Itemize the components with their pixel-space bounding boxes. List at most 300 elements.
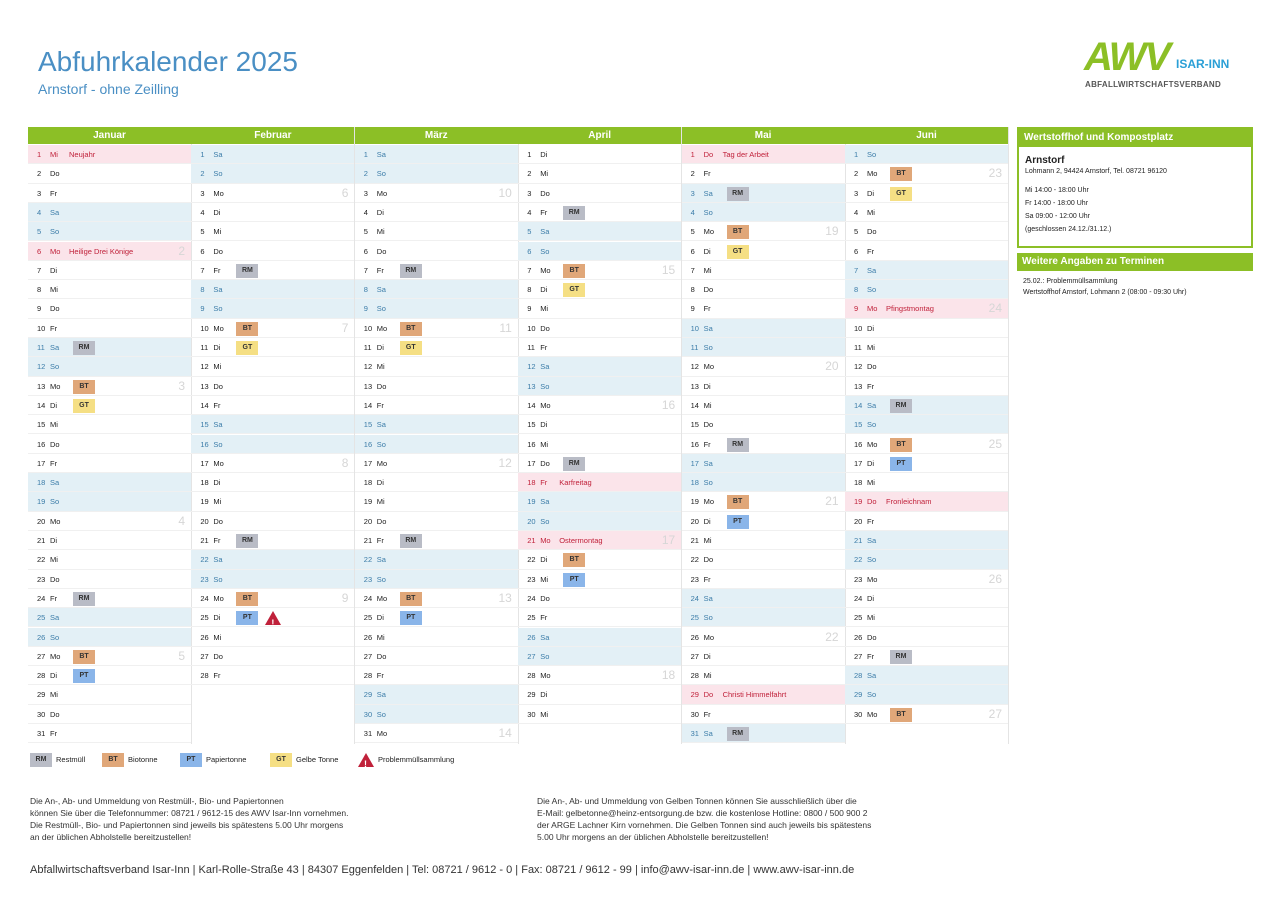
day-row — [845, 666, 1008, 685]
page-title: Abfuhrkalender 2025 — [38, 46, 298, 77]
day-number: 22 — [690, 555, 699, 565]
weekday: So — [703, 207, 713, 217]
day-row — [355, 628, 518, 647]
weekday: Di — [50, 671, 58, 681]
month-header: Februar — [191, 127, 354, 144]
day-row — [191, 666, 354, 685]
day-number: 15 — [200, 420, 209, 430]
day-row — [682, 550, 845, 569]
pickup-badge-rm: RM — [400, 264, 422, 278]
day-row — [191, 319, 354, 338]
info-line: Die An-, Ab- und Ummeldung von Gelben Tonnen können Sie ausschließlich über die — [537, 796, 857, 806]
wertstoffhof-place: Arnstorf — [1025, 155, 1065, 166]
weekday: Fr — [50, 188, 58, 198]
opening-hours-line: Sa 09:00 - 12:00 Uhr — [1025, 213, 1090, 220]
weekday: Mi — [213, 497, 222, 507]
day-row — [355, 396, 518, 415]
day-number: 27 — [363, 651, 373, 661]
weekday: Sa — [50, 207, 60, 217]
day-row — [28, 628, 191, 647]
day-row — [355, 222, 518, 241]
day-number: 26 — [200, 632, 209, 642]
day-row — [28, 145, 191, 164]
day-number: 25 — [37, 613, 46, 623]
weekday: Di — [50, 536, 58, 545]
day-number: 1 — [527, 150, 532, 159]
holiday-name: Tag der Arbeit — [722, 150, 769, 159]
weekday: Sa — [540, 227, 550, 237]
day-row — [355, 550, 518, 569]
warning-icon: ! — [265, 611, 281, 625]
weekday: So — [376, 709, 386, 719]
holiday-name: Heilige Drei Könige — [69, 246, 134, 256]
pickup-badge-gt: GT — [890, 187, 912, 201]
day-row — [518, 705, 681, 724]
day-number: 2 — [690, 169, 695, 179]
weekday: Mo — [540, 400, 551, 410]
day-row — [28, 338, 191, 357]
day-row — [355, 705, 518, 724]
day-number: 31 — [37, 729, 46, 738]
weekday: Mi — [50, 285, 58, 295]
pickup-badge-pt: PT — [73, 669, 95, 683]
weekday: Sa — [376, 690, 386, 700]
day-number: 15 — [854, 420, 863, 430]
day-row — [355, 647, 518, 666]
day-number: 31 — [690, 729, 699, 738]
day-number: 7 — [37, 265, 42, 275]
day-number: 18 — [690, 478, 699, 488]
day-row — [355, 492, 518, 511]
day-row — [355, 415, 518, 434]
month-header: Mai — [682, 127, 845, 144]
day-row — [191, 608, 354, 627]
day-number: 14 — [200, 400, 209, 410]
calendar-week-number: 4 — [178, 513, 185, 528]
day-row — [682, 570, 845, 589]
day-number: 14 — [854, 400, 863, 410]
pickup-badge-rm: RM — [236, 534, 258, 548]
day-number: 16 — [200, 439, 209, 449]
weekday: So — [376, 439, 386, 449]
weekday: Di — [703, 516, 711, 526]
pickup-badge-rm: RM — [890, 650, 912, 664]
footer-contact: Abfallwirtschaftsverband Isar-Inn | Karl-Rolle-Straße 43 | 84307 Eggenfelden | Tel: 08721 / 9612 - 0 | Fax: 08721 / 9612 - 99 | info@awv-isar-inn.de | www.awv-isar-inn.de — [30, 864, 855, 876]
day-number: 16 — [690, 439, 699, 449]
day-row — [28, 531, 191, 550]
day-number: 20 — [363, 516, 373, 526]
day-row — [355, 338, 518, 357]
info-line: an der üblichen Abholstelle bereitzustellen! — [30, 832, 192, 842]
day-row — [518, 184, 681, 203]
day-row — [682, 492, 845, 511]
day-number: 22 — [363, 555, 373, 565]
day-number: 30 — [527, 709, 536, 719]
day-number: 28 — [690, 671, 699, 681]
weekday: Fr — [867, 246, 875, 256]
day-number: 18 — [527, 478, 536, 488]
day-row — [355, 724, 518, 743]
day-row — [682, 512, 845, 531]
day-number: 27 — [527, 651, 536, 661]
day-number: 1 — [690, 150, 695, 159]
day-number: 18 — [363, 478, 373, 488]
weekday: Mi — [703, 536, 712, 545]
day-row — [191, 415, 354, 434]
day-number: 26 — [854, 632, 863, 642]
holiday-name: Fronleichnam — [886, 497, 932, 507]
weekday: Mi — [540, 304, 549, 314]
day-number: 5 — [690, 227, 695, 237]
weekday: Do — [213, 381, 223, 391]
weekday: Sa — [703, 458, 713, 468]
day-row — [191, 299, 354, 318]
info-line: E-Mail: gelbetonne@heinz-entsorgung.de bzw. die kostenlose Hotline: 0800 / 500 900 2 — [537, 808, 868, 818]
weekday: So — [213, 574, 223, 584]
pickup-badge-rm: RM — [236, 264, 258, 278]
weekday: Do — [867, 362, 877, 372]
weekday: Sa — [50, 613, 60, 623]
day-row — [845, 338, 1008, 357]
day-number: 6 — [690, 246, 695, 256]
logo-isar-inn: ISAR-INN — [1176, 57, 1230, 71]
day-number: 18 — [854, 478, 863, 488]
weekday: Sa — [376, 555, 386, 565]
weekday: Mi — [867, 343, 875, 352]
day-number: 12 — [854, 362, 863, 372]
weekday: So — [50, 497, 60, 507]
weekday: Fr — [376, 265, 384, 275]
day-row — [28, 184, 191, 203]
day-row — [191, 628, 354, 647]
day-row — [682, 666, 845, 685]
day-number: 3 — [854, 188, 859, 198]
day-number: 24 — [527, 593, 536, 603]
day-row — [191, 647, 354, 666]
day-number: 27 — [200, 651, 209, 661]
calendar-week-number: 13 — [498, 590, 512, 605]
weekday: Fr — [703, 304, 711, 314]
day-row — [845, 164, 1008, 183]
day-row — [682, 415, 845, 434]
day-row — [355, 608, 518, 627]
day-number: 22 — [37, 555, 46, 565]
day-row — [355, 377, 518, 396]
day-number: 13 — [690, 381, 699, 391]
day-number: 17 — [690, 458, 699, 468]
day-number: 15 — [690, 420, 699, 430]
day-row — [191, 531, 354, 550]
legend-badge-bt: BT — [102, 753, 124, 767]
day-row — [191, 492, 354, 511]
day-number: 24 — [854, 593, 863, 603]
day-row — [191, 357, 354, 376]
weekday: Di — [703, 246, 711, 256]
day-number: 24 — [690, 593, 699, 603]
day-row — [355, 435, 518, 454]
weekday: Di — [867, 458, 875, 468]
day-number: 30 — [854, 709, 863, 719]
weekday: Mo — [703, 497, 715, 507]
day-row — [28, 299, 191, 318]
weekday: Fr — [213, 400, 221, 410]
day-row — [355, 145, 518, 164]
day-number: 30 — [37, 709, 46, 719]
day-number: 24 — [200, 593, 209, 603]
day-number: 9 — [527, 304, 532, 314]
day-number: 20 — [690, 516, 699, 526]
weekday: Mo — [867, 304, 878, 314]
weekday: Mo — [376, 458, 388, 468]
pickup-badge-rm: RM — [890, 399, 912, 413]
weekday: Sa — [867, 536, 877, 545]
day-number: 5 — [200, 227, 205, 237]
day-row — [518, 338, 681, 357]
weekday: Di — [376, 478, 384, 488]
weekday: Fr — [703, 574, 711, 584]
day-number: 18 — [37, 478, 46, 488]
holiday-name: Ostermontag — [559, 536, 603, 545]
weekday: Mo — [376, 323, 388, 333]
day-row — [682, 647, 845, 666]
day-number: 23 — [37, 574, 46, 584]
weekday: Di — [376, 343, 384, 352]
day-row — [518, 608, 681, 627]
day-number: 28 — [854, 671, 863, 681]
day-number: 2 — [527, 169, 532, 179]
info-text-left — [30, 795, 348, 843]
weekday: Sa — [540, 362, 550, 372]
day-row — [28, 550, 191, 569]
weitere-angaben-box — [1017, 253, 1253, 307]
weekday: So — [703, 478, 713, 488]
day-row — [355, 242, 518, 261]
day-number: 10 — [527, 323, 536, 333]
weekday: Mi — [703, 265, 712, 275]
weekday: Mo — [703, 227, 715, 237]
weekday: Mi — [540, 439, 549, 449]
day-number: 16 — [37, 439, 46, 449]
pickup-badge-bt: BT — [400, 322, 422, 336]
weekday: Sa — [376, 420, 386, 430]
weekday: Mo — [703, 362, 715, 372]
weekday: Mi — [540, 169, 549, 179]
day-number: 6 — [200, 246, 205, 256]
day-row — [682, 280, 845, 299]
pickup-badge-rm: RM — [73, 592, 95, 606]
day-number: 16 — [854, 439, 863, 449]
day-number: 8 — [527, 285, 532, 295]
day-row — [682, 203, 845, 222]
day-number: 22 — [527, 555, 536, 565]
day-row — [191, 377, 354, 396]
day-row — [355, 589, 518, 608]
day-row — [28, 589, 191, 608]
holiday-name: Karfreitag — [559, 478, 592, 488]
day-number: 9 — [690, 304, 695, 314]
day-number: 21 — [200, 536, 209, 545]
day-row — [845, 492, 1008, 511]
day-row — [518, 280, 681, 299]
day-row — [191, 454, 354, 473]
day-row — [191, 261, 354, 280]
calendar-week-number: 16 — [661, 397, 676, 412]
weekday: Mo — [376, 729, 388, 738]
weekday: So — [867, 555, 877, 565]
day-number: 10 — [37, 323, 46, 333]
day-number: 3 — [363, 188, 368, 198]
day-row — [355, 473, 518, 492]
weekday: Mi — [213, 227, 222, 237]
calendar-week-number: 12 — [498, 455, 512, 470]
day-number: 15 — [527, 420, 536, 430]
weekday: Sa — [213, 420, 223, 430]
day-row — [355, 203, 518, 222]
calendar-week-number: 18 — [661, 668, 676, 683]
day-row — [28, 666, 191, 685]
day-row — [682, 435, 845, 454]
day-row — [682, 396, 845, 415]
day-number: 9 — [37, 304, 42, 314]
day-number: 6 — [363, 246, 368, 256]
day-number: 21 — [527, 536, 536, 545]
day-row — [191, 589, 354, 608]
day-row — [28, 492, 191, 511]
legend-label: Restmüll — [56, 755, 86, 764]
pickup-badge-bt: BT — [563, 553, 585, 567]
weekday: Do — [213, 651, 223, 661]
weekday: So — [376, 304, 386, 314]
day-row — [28, 222, 191, 241]
day-number: 6 — [854, 246, 859, 256]
weekday: Do — [50, 169, 60, 179]
day-row — [845, 589, 1008, 608]
weekday: Do — [50, 574, 60, 584]
day-number: 11 — [690, 343, 699, 352]
legend-label: Problemmüllsammlung — [378, 755, 455, 764]
month-column-4 — [682, 127, 846, 744]
day-number: 17 — [37, 458, 46, 468]
day-number: 3 — [527, 188, 532, 198]
weekday: Di — [703, 381, 711, 391]
weitere-angaben-line: 25.02.: Problemmüllsammlung — [1023, 278, 1118, 285]
day-number: 4 — [37, 207, 42, 217]
weekday: Mi — [867, 478, 875, 488]
day-row — [845, 145, 1008, 164]
day-number: 28 — [200, 671, 209, 681]
calendar-week-number: 14 — [498, 726, 512, 740]
day-row — [28, 357, 191, 376]
day-number: 11 — [854, 343, 862, 352]
day-number: 4 — [854, 207, 859, 217]
weekday: Sa — [376, 150, 386, 159]
weekday: So — [50, 227, 60, 237]
info-line: Die An-, Ab- und Ummeldung von Restmüll-, Bio- und Papiertonnen — [30, 796, 284, 806]
day-row — [682, 184, 845, 203]
day-row — [355, 261, 518, 280]
day-number: 20 — [527, 516, 536, 526]
day-number: 16 — [527, 439, 536, 449]
day-number: 10 — [690, 323, 699, 333]
weekday: Do — [50, 709, 60, 719]
weekday: Mo — [50, 246, 61, 256]
weekday: So — [50, 362, 60, 372]
month-column-5 — [845, 127, 1009, 744]
day-number: 13 — [37, 381, 46, 391]
day-row — [191, 203, 354, 222]
weekday: Sa — [703, 188, 713, 198]
day-row — [682, 685, 845, 704]
weitere-angaben-line: Wertstoffhof Arnstorf, Lohmann 2 (08:00 - 09:30 Uhr) — [1023, 289, 1187, 296]
day-row — [845, 319, 1008, 338]
weekday: Fr — [703, 709, 711, 719]
info-line: 5.00 Uhr morgens an der üblichen Abholstelle bereitzustellen! — [537, 832, 769, 842]
day-row — [845, 357, 1008, 376]
day-number: 8 — [854, 285, 859, 295]
day-row — [191, 338, 354, 357]
day-row — [682, 589, 845, 608]
day-number: 14 — [690, 400, 699, 410]
pickup-badge-pt: PT — [236, 611, 258, 625]
weekday: Fr — [540, 343, 548, 352]
weekday: Mi — [376, 227, 385, 237]
opening-hours-line: Fr 14:00 - 18:00 Uhr — [1025, 200, 1089, 207]
day-row — [355, 685, 518, 704]
day-number: 14 — [363, 400, 373, 410]
wertstoffhof-heading: Wertstoffhof und Kompostplatz — [1019, 129, 1251, 147]
weekday: Di — [867, 188, 875, 198]
day-number: 5 — [527, 227, 532, 237]
day-number: 19 — [690, 497, 699, 507]
logo-subtitle: ABFALLWIRTSCHAFTSVERBAND — [1085, 80, 1222, 89]
day-row — [355, 184, 518, 203]
weekday: Di — [540, 690, 548, 700]
calendar-week-number: 24 — [988, 301, 1002, 316]
day-number: 4 — [690, 207, 695, 217]
weekday: Di — [867, 593, 875, 603]
day-row — [682, 454, 845, 473]
day-row — [518, 242, 681, 261]
pickup-badge-rm: RM — [563, 457, 585, 471]
day-row — [28, 724, 191, 743]
awv-logo — [1084, 35, 1244, 91]
day-number: 19 — [527, 497, 536, 507]
info-line: können Sie über die Telefonnummer: 08721 / 9612-15 des AWV Isar-Inn vornehmen. — [30, 808, 349, 818]
month-column-1 — [191, 127, 355, 744]
day-row — [845, 550, 1008, 569]
weekday: Mo — [867, 709, 878, 719]
day-number: 29 — [527, 690, 536, 700]
weekday: Fr — [867, 516, 875, 526]
day-number: 27 — [690, 651, 699, 661]
pickup-badge-gt: GT — [400, 341, 422, 355]
day-number: 22 — [200, 555, 209, 565]
pickup-badge-rm: RM — [727, 438, 749, 452]
day-row — [191, 473, 354, 492]
weekday: Di — [540, 555, 548, 565]
day-number: 12 — [37, 362, 46, 372]
weekday: Di — [50, 400, 58, 410]
day-row — [28, 570, 191, 589]
day-row — [518, 203, 681, 222]
weekday: Mo — [376, 593, 388, 603]
weekday: Di — [50, 265, 58, 275]
day-number: 2 — [37, 169, 42, 179]
day-number: 6 — [527, 246, 532, 256]
day-number: 2 — [363, 169, 368, 179]
calendar-week-number: 15 — [661, 262, 676, 277]
weekday: So — [213, 439, 223, 449]
